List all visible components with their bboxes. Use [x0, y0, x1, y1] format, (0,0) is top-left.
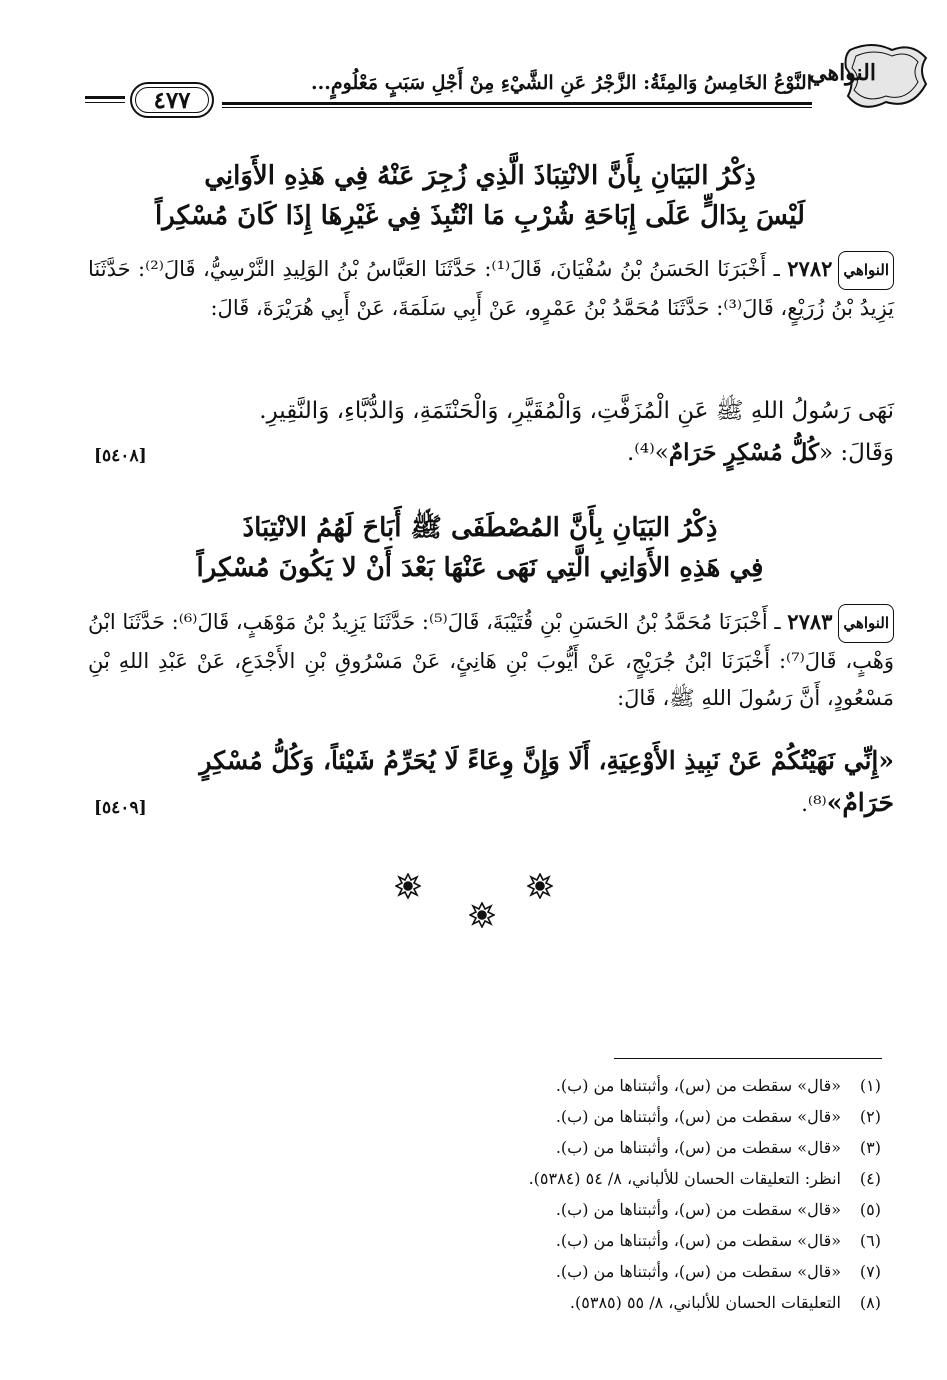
footnote-number: (٨) — [859, 1293, 881, 1312]
running-title: النَّوْعُ الخَامِسُ وَالمِئَةُ: الزَّجْرُ عَنِ الشَّيْءِ مِنْ أَجْلِ سَبَبٍ مَعْلُومٍ... — [311, 72, 812, 94]
header-rule — [222, 107, 812, 108]
footnote-number: (٤) — [859, 1169, 881, 1188]
matn-suffix: ⁽⁸⁾. — [801, 792, 827, 816]
hadith-isnad — [88, 250, 894, 327]
heading-line: لَيْسَ بِدَالٍّ عَلَى إِبَاحَةِ شُرْبِ مَا انْتُبِذَ فِي غَيْرِهَا إِذَا كَانَ مُسْكِراً — [155, 201, 805, 231]
reference-number: [٥٤٠٩] — [94, 798, 147, 818]
footnote — [121, 1132, 881, 1163]
running-header — [70, 34, 890, 114]
hadith-isnad — [88, 603, 894, 717]
footnote — [121, 1194, 881, 1225]
hadith-badge: النواهي — [838, 604, 894, 643]
header-rule — [85, 96, 125, 99]
hadith-matn — [88, 740, 894, 825]
matn-text: نَهَى رَسُولُ اللهِ ﷺ عَنِ الْمُزَفَّتِ، وَالْمُقَيَّرِ، وَالْحَنْتَمَةِ، وَالدُّبَّاءِ، وَالنَّقِيرِ. — [259, 398, 894, 424]
footnote-number: (٦) — [859, 1231, 881, 1250]
flower-ornament-icon — [395, 873, 421, 899]
header-rule — [85, 102, 125, 103]
matn-prefix: وَقَالَ: « — [819, 440, 894, 466]
matn-bold: كُلُّ مُسْكِرٍ حَرَامٌ — [668, 439, 820, 466]
heading-line: فِي هَذِهِ الأَوَانِي الَّتِي نَهَى عَنْهَا بَعْدَ أَنْ لا يَكُونَ مُسْكِراً — [196, 553, 764, 583]
footnote-text: «قال» سقطت من (س)، وأثبتناها من (ب). — [555, 1262, 841, 1281]
footnote-text: «قال» سقطت من (س)، وأثبتناها من (ب). — [555, 1138, 841, 1157]
footnote-number: (١) — [859, 1076, 881, 1095]
hadith-matn — [88, 432, 894, 474]
chapter-heading — [90, 156, 870, 236]
heading-line: ذِكْرُ البَيَانِ بِأَنَّ الانْتِبَاذَ الَّذِي زُجِرَ عَنْهُ فِي هَذِهِ الأَوَانِي — [204, 161, 756, 191]
footnote — [121, 1163, 881, 1194]
footnote-text: «قال» سقطت من (س)، وأثبتناها من (ب). — [555, 1076, 841, 1095]
footnote — [121, 1287, 881, 1318]
footnote-text: «قال» سقطت من (س)، وأثبتناها من (ب). — [555, 1200, 841, 1219]
matn-line — [88, 782, 894, 825]
footnotes — [121, 1070, 881, 1318]
footnote — [121, 1101, 881, 1132]
matn-suffix: »⁽⁴⁾. — [626, 440, 669, 466]
chapter-heading — [90, 508, 870, 588]
header-rule — [222, 102, 812, 105]
footnote-text: «قال» سقطت من (س)، وأثبتناها من (ب). — [555, 1231, 841, 1250]
page-number — [130, 82, 214, 118]
page-number-text: ٤٧٧ — [153, 86, 191, 114]
matn-line: «إِنِّي نَهَيْتُكُمْ عَنْ نَبِيذِ الأَوْعِيَةِ، أَلَا وَإِنَّ وِعَاءً لَا يُحَرِّمُ شَيْئاً، وَكُلُّ مُسْكِرٍ — [199, 746, 894, 775]
footnote-text: «قال» سقطت من (س)، وأثبتناها من (ب). — [555, 1107, 841, 1126]
footnote-separator — [614, 1058, 882, 1059]
heading-line: ذِكْرُ البَيَانِ بِأَنَّ المُصْطَفَى ﷺ أَبَاحَ لَهُمُ الانْتِبَاذَ — [242, 513, 718, 543]
footnote-number: (٧) — [859, 1262, 881, 1281]
isnad-text: ـ أَخْبَرَنَا مُحَمَّدُ بْنُ الحَسَنِ بْنِ قُتَيْبَةَ، قَالَ⁽⁵⁾: حَدَّثَنَا يَزِيدُ بْنُ مَوْهَبٍ، قَالَ⁽⁶⁾: حَدَّثَنَا ابْنُ وَهْبٍ، قَالَ⁽⁷⁾: أَخْبَرَنَا ابْنُ جُرَيْجٍ، عَنْ أَيُّوبَ بْنِ هَانِئٍ، عَنْ مَسْرُوقِ بْنِ الأَجْدَعِ، عَنْ عَبْدِ اللهِ بْنِ مَسْعُودٍ، أَنَّ رَسُولَ اللهِ ﷺ، قَالَ: — [88, 610, 894, 710]
hadith-matn — [88, 390, 894, 432]
footnote — [121, 1256, 881, 1287]
hadith-number: ٢٧٨٢ — [787, 256, 833, 281]
footnote — [121, 1070, 881, 1101]
flower-ornament-icon — [469, 902, 495, 928]
hadith-badge: النواهي — [838, 251, 894, 290]
footnote-number: (٥) — [859, 1200, 881, 1219]
flower-ornament-icon — [527, 873, 553, 899]
reference-number: [٥٤٠٨] — [94, 446, 147, 466]
footnote-number: (٣) — [859, 1138, 881, 1157]
isnad-text: ـ أَخْبَرَنَا الحَسَنُ بْنُ سُفْيَانَ، قَالَ⁽¹⁾: حَدَّثَنَا العَبَّاسُ بْنُ الوَلِيدِ النَّرْسِيُّ، قَالَ⁽²⁾: حَدَّثَنَا يَزِيدُ بْنُ زُرَيْعٍ، قَالَ⁽³⁾: حَدَّثَنَا مُحَمَّدُ بْنُ عَمْرٍو، عَنْ أَبِي سَلَمَةَ، عَنْ أَبِي هُرَيْرَةَ، قَالَ: — [88, 257, 894, 320]
footnote — [121, 1225, 881, 1256]
footnote-text: انظر: التعليقات الحسان للألباني، ٨/ ٥٤ (٥٣٨٤). — [528, 1169, 841, 1188]
matn-line-end: حَرَامٌ» — [826, 788, 894, 817]
footnote-text: التعليقات الحسان للألباني، ٨/ ٥٥ (٥٣٨٥). — [569, 1293, 841, 1312]
hadith-number: ٢٧٨٣ — [787, 609, 833, 634]
header-ornament-label: النواهي — [809, 60, 876, 86]
footnote-number: (٢) — [859, 1107, 881, 1126]
